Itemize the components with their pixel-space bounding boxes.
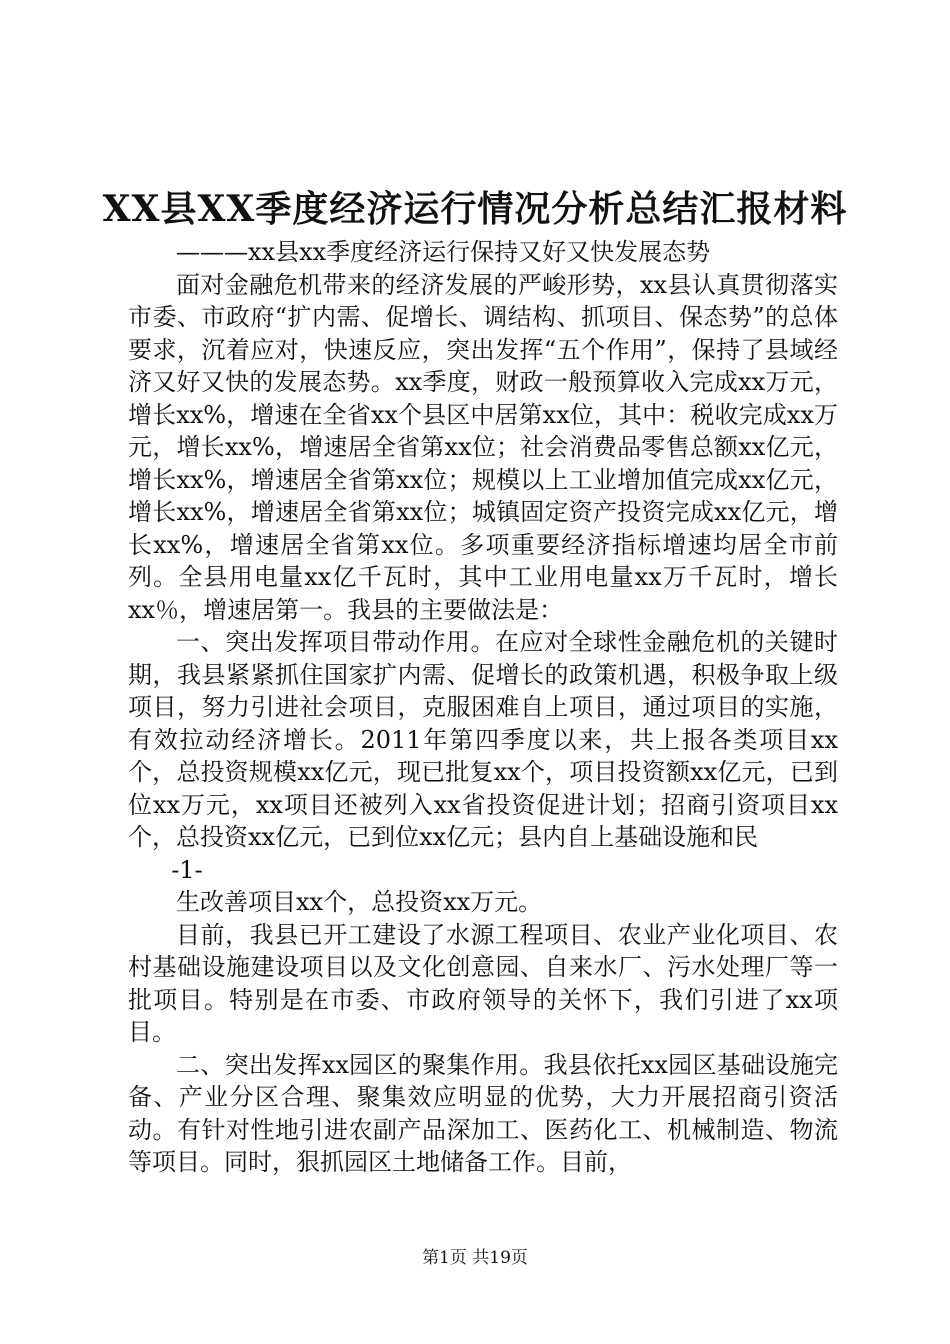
document-title: XX县XX季度经济运行情况分析总结汇报材料 — [102, 188, 848, 230]
document-body — [128, 236, 838, 1179]
document-subtitle: ———xx县xx季度经济运行保持又好又快发展态势 — [176, 238, 711, 266]
body-paragraph-intro: 面对金融危机带来的经济发展的严峻形势，xx县认真贯彻落实市委、市政府“扩内需、促增长、调结构、抓项目、保态势”的总体要求，沉着应对，快速反应，突出发挥“五个作用”，保持了县域经济又好又快的发展态势。xx季度，财政一般预算收入完成xx万元，增长xx%，增速在全省xx个县区中居第xx位，其中：税收完成xx万元，增长xx%，增速居全省第xx位；社会消费品零售总额xx亿元，增长xx%，增速居全省第xx位；规模以上工业增加值完成xx亿元，增长xx%，增速居全省第xx位；城镇固定资产投资完成xx亿元，增长xx%，增速居全省第xx位。多项重要经济指标增速均居全市前列。全县用电量xx亿千瓦时，其中工业用电量xx万千瓦时，增长xx％，增速居第一。我县的主要做法是： — [128, 270, 838, 624]
body-paragraph-continuation: 生改善项目xx个，总投资xx万元。 — [176, 888, 543, 916]
inline-page-marker: -1- — [171, 855, 203, 884]
body-paragraph-section-one: 一、突出发挥项目带动作用。在应对全球性金融危机的关键时期，我县紧紧抓住国家扩内需、促增长的政策机遇，积极争取上级项目，努力引进社会项目，克服困难自上项目，通过项目的实施，有效拉动经济增长。2011年第四季度以来，共上报各类项目xx个，总投资规模xx亿元，现已批复xx个，项目投资额xx亿元，已到位xx万元，xx项目还被列入xx省投资促进计划；招商引资项目xx个，总投资xx亿元，已到位xx亿元；县内自上基础设施和民 — [128, 628, 838, 851]
page-footer: 第1页 共19页 — [422, 1248, 528, 1268]
body-paragraph-section-two: 二、突出发挥xx园区的聚集作用。我县依托xx园区基础设施完备、产业分区合理、聚集效应明显的优势，大力开展招商引资活动。有针对性地引进农副产品深加工、医药化工、机械制造、物流等项目。同时，狠抓园区土地储备工作。目前， — [128, 1050, 838, 1176]
body-paragraph-projects: 目前，我县已开工建设了水源工程项目、农业产业化项目、农村基础设施建设项目以及文化创意园、自来水厂、污水处理厂等一批项目。特别是在市委、市政府领导的关怀下，我们引进了xx项目。 — [128, 920, 838, 1046]
